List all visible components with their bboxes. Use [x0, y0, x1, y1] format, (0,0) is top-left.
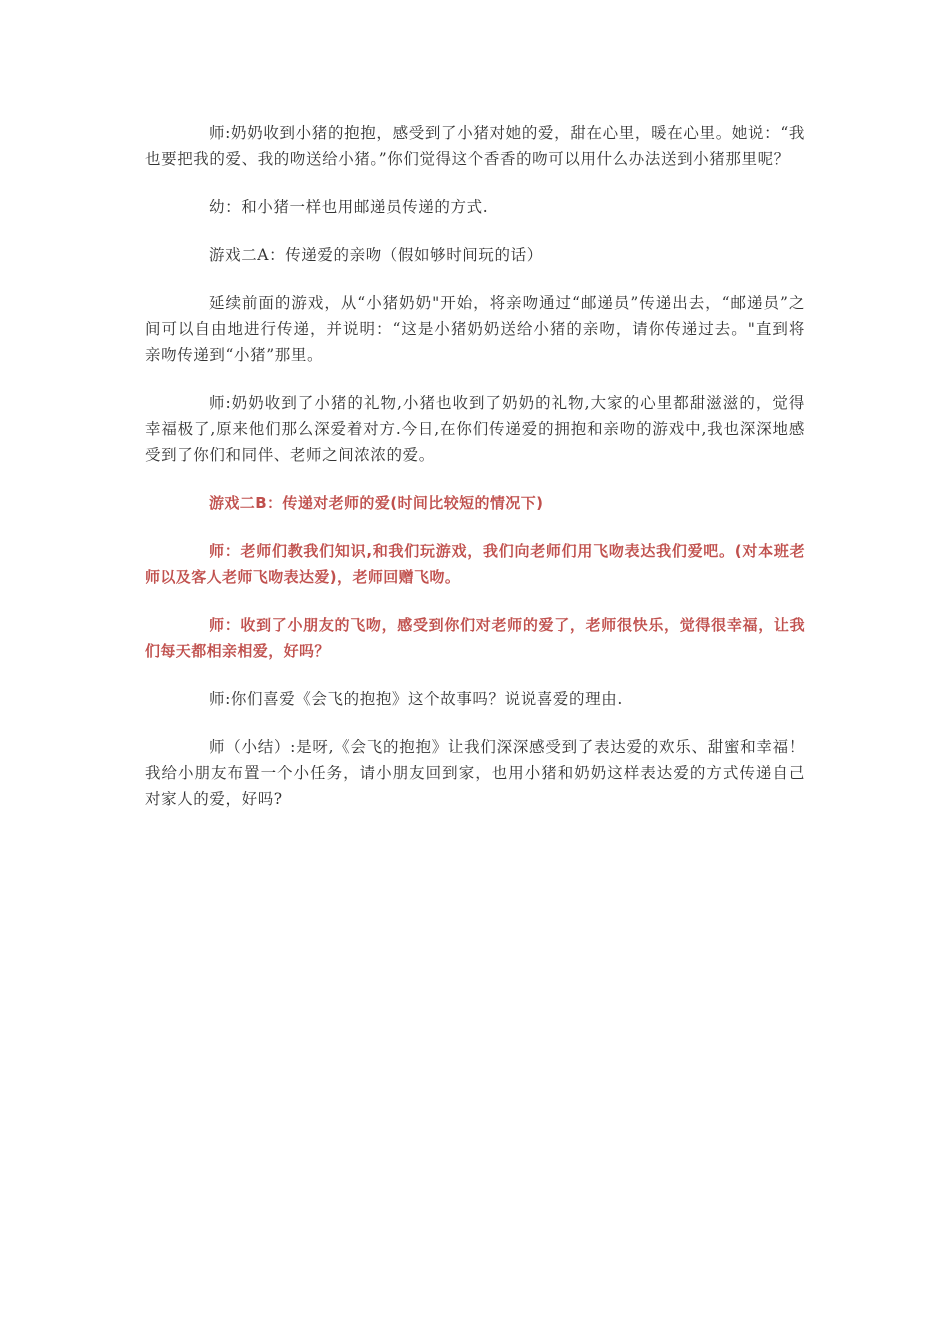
paragraph-teacher-gifts: 师:奶奶收到了小猪的礼物,小猪也收到了奶奶的礼物,大家的心里都甜滋滋的，觉得幸福极了,原来他们那么深爱着对方.今日,在你们传递爱的拥抱和亲吻的游戏中,我也深深地感受到了你们和同伴、老师之间浓浓的爱。	[145, 394, 805, 464]
paragraph-game-2a-title: 游戏二A：传递爱的亲吻（假如够时间玩的话）	[209, 246, 543, 264]
paragraph-teacher-summary: 师（小结）:是呀,《会飞的抱抱》让我们深深感受到了表达爱的欢乐、甜蜜和幸福！ 我给小朋友布置一个小任务，请小朋友回到家，也用小猪和奶奶这样表达爱的方式传递自己对家人的爱，好吗?	[145, 738, 805, 808]
paragraph-teacher-flying-kiss: 师：老师们教我们知识,和我们玩游戏，我们向老师们用飞吻表达我们爱吧。(对本班老师以及客人老师飞吻表达爱)，老师回赠飞吻。	[145, 542, 805, 586]
paragraph-game-2a-instructions: 延续前面的游戏，从“小猪奶奶"开始，将亲吻通过“邮递员”传递出去，“邮递员”之间可以自由地进行传递，并说明：“这是小猪奶奶送给小猪的亲吻，请你传递过去。"直到将亲吻传递到“小猪”那里。	[145, 294, 805, 364]
paragraph-teacher-happy: 师：收到了小朋友的飞吻，感受到你们对老师的爱了，老师很快乐，觉得很幸福，让我们每天都相亲相爱，好吗？	[145, 616, 805, 660]
paragraph-teacher-question: 师:你们喜爱《会飞的抱抱》这个故事吗？说说喜爱的理由.	[209, 690, 623, 708]
paragraph-child-answer: 幼：和小猪一样也用邮递员传递的方式.	[209, 198, 489, 216]
document-body	[145, 120, 805, 812]
paragraph-game-2b-title: 游戏二B：传递对老师的爱(时间比较短的情况下)	[209, 494, 544, 512]
paragraph-teacher-grandma: 师:奶奶收到小猪的抱抱，感受到了小猪对她的爱，甜在心里，暖在心里。她说：“我也要把我的爱、我的吻送给小猪。”你们觉得这个香香的吻可以用什么办法送到小猪那里呢？	[145, 124, 805, 168]
